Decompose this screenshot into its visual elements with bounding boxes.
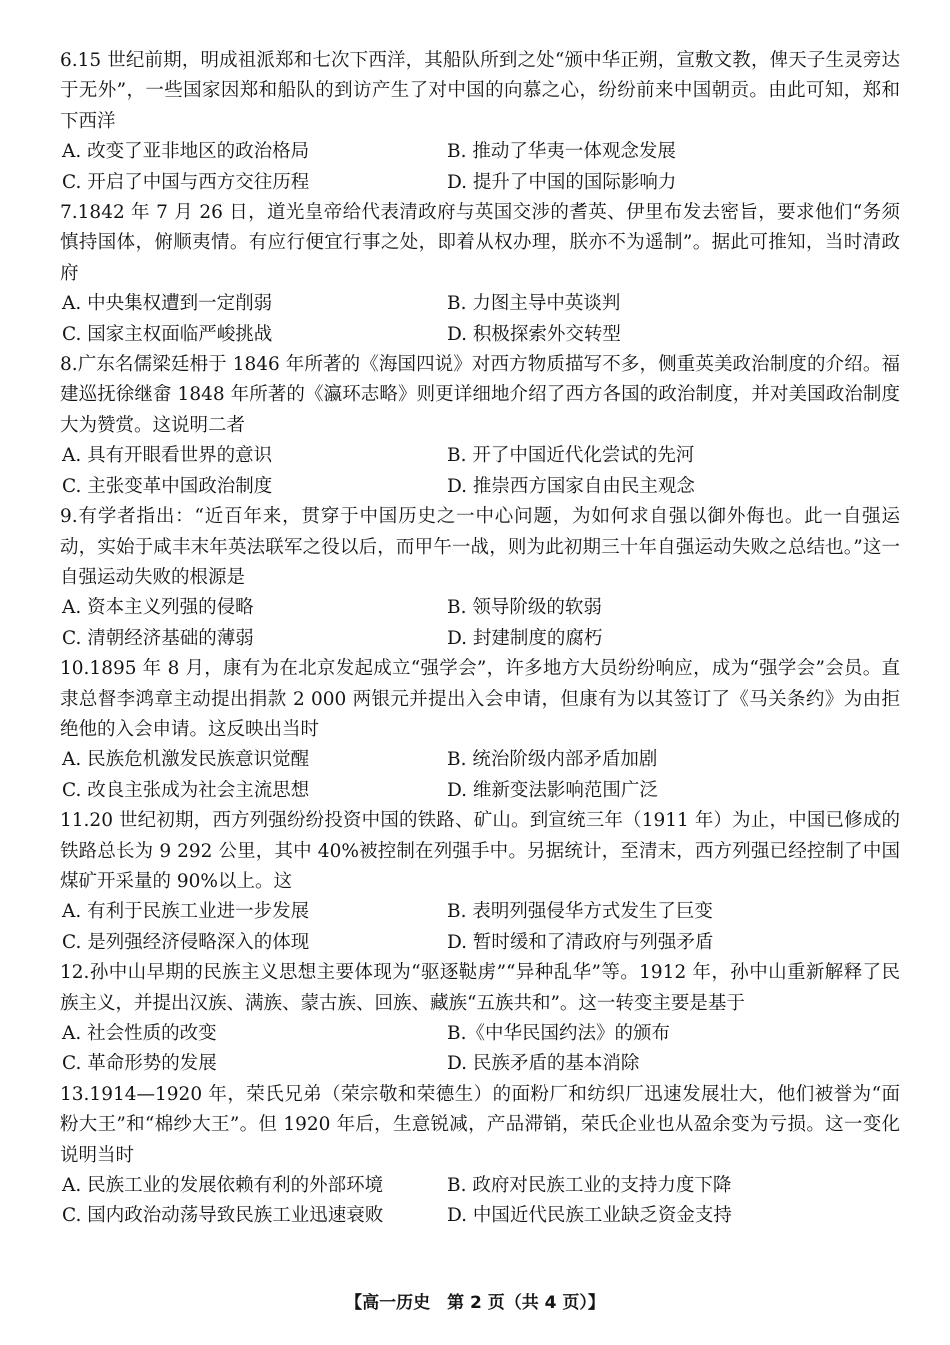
option-b: B. 统治阶级内部矛盾加剧 — [447, 749, 658, 771]
question-text: 1842 年 7 月 26 日，道光皇帝给代表清政府与英国交涉的耆英、伊里布发去密旨，要求他们“务须慎持国体，俯顺夷情。有应行便宜行事之处，即着从权办理，朕亦不为遥制”。据此可推知，当时清政府 — [60, 202, 900, 284]
option-c: C. 革命形势的发展 — [62, 1053, 217, 1075]
option-c: C. 国内政治动荡导致民族工业迅速衰败 — [62, 1205, 384, 1227]
option-c: C. 开启了中国与西方交往历程 — [62, 171, 310, 193]
option-a: A. 改变了亚非地区的政治格局 — [62, 141, 310, 163]
question-text: 有学者指出：“近百年来，贯穿于中国历史之一中心问题，为如何求自强以御外侮也。此一自强运动，实始于咸丰末年英法联军之役以后，而甲午一战，则为此初期三十年自强运动失败之总结也。”这一自强运动失败的根源是 — [60, 506, 900, 588]
question-number: 13. — [60, 1083, 90, 1105]
question-stem — [60, 958, 900, 1019]
option-a: A. 中央集权遭到一定削弱 — [62, 293, 273, 315]
option-c: C. 是列强经济侵略深入的体现 — [62, 931, 310, 953]
question-stem — [60, 350, 900, 441]
option-a: A. 资本主义列强的侵略 — [62, 597, 254, 619]
option-d: D. 提升了中国的国际影响力 — [447, 171, 677, 193]
option-list — [60, 593, 900, 654]
question-stem — [60, 46, 900, 137]
option-d: D. 民族矛盾的基本消除 — [447, 1053, 640, 1075]
option-a: A. 民族危机激发民族意识觉醒 — [62, 749, 310, 771]
option-b: B. 力图主导中英谈判 — [447, 293, 621, 315]
option-a: A. 社会性质的改变 — [62, 1023, 217, 1044]
question-11 — [60, 806, 900, 958]
option-a: A. 有利于民族工业进一步发展 — [62, 901, 310, 923]
option-list — [60, 441, 900, 502]
option-d: D. 暂时缓和了清政府与列强矛盾 — [447, 931, 714, 953]
option-c: C. 主张变革中国政治制度 — [62, 475, 273, 497]
option-list — [60, 137, 900, 198]
question-number: 6. — [60, 50, 78, 71]
question-stem — [60, 806, 900, 897]
question-text: 1895 年 8 月，康有为在北京发起成立“强学会”，许多地方大员纷纷响应，成为“强学会”会员。直隶总督李鸿章主动提出捐款 2 000 两银元并提出入会申请，但康有为以其签订了《马关条约》为由拒绝他的入会申请。这反映出当时 — [60, 658, 900, 740]
option-d: D. 积极探索外交转型 — [447, 323, 621, 345]
option-b: B. 领导阶级的软弱 — [447, 597, 602, 619]
question-stem — [60, 654, 900, 745]
option-c: C. 清朝经济基础的薄弱 — [62, 627, 254, 649]
option-list — [60, 1171, 900, 1232]
question-number: 7. — [60, 202, 78, 224]
question-text: 孙中山早期的民族主义思想主要体现为“驱逐鞑虏”“异种乱华”等。1912 年，孙中山重新解释了民族主义，并提出汉族、满族、蒙古族、回族、藏族“五族共和”。这一转变主要是基于 — [60, 962, 900, 1014]
question-13 — [60, 1080, 900, 1232]
question-number: 11. — [60, 810, 90, 832]
question-stem — [60, 198, 900, 289]
question-text: 20 世纪初期，西方列强纷纷投资中国的铁路、矿山。到宣统三年（1911 年）为止，中国已修成的铁路总长为 9 292 公里，其中 40%被控制在列强手中。另据统计，至清末，西方列强已经控制了中国煤矿开采量的 90%以上。这 — [60, 810, 900, 892]
option-list — [60, 745, 900, 806]
option-c: C. 改良主张成为社会主流思想 — [62, 779, 310, 801]
question-number: 9. — [60, 506, 78, 528]
option-list — [60, 1019, 900, 1080]
question-9 — [60, 502, 900, 654]
option-list — [60, 289, 900, 350]
option-b: B.《中华民国约法》的颁布 — [447, 1023, 670, 1044]
question-number: 10. — [60, 658, 90, 680]
option-c: C. 国家主权面临严峻挑战 — [62, 323, 273, 345]
question-stem — [60, 502, 900, 593]
question-stem — [60, 1080, 900, 1171]
exam-page — [60, 46, 900, 1232]
question-text: 广东名儒梁廷枏于 1846 年所著的《海国四说》对西方物质描写不多，侧重英美政治制度的介绍。福建巡抚徐继畲 1848 年所著的《瀛环志略》则更详细地介绍了西方各国的政治制度，并对美国政治制度大为赞赏。这说明二者 — [60, 354, 900, 436]
question-7 — [60, 198, 900, 350]
option-d: D. 封建制度的腐朽 — [447, 627, 603, 649]
question-8 — [60, 350, 900, 502]
option-d: D. 维新变法影响范围广泛 — [447, 779, 658, 801]
question-12 — [60, 958, 900, 1080]
option-a: A. 民族工业的发展依赖有利的外部环境 — [62, 1175, 384, 1197]
option-b: B. 表明列强侵华方式发生了巨变 — [447, 901, 713, 923]
question-number: 8. — [60, 354, 78, 376]
question-number: 12. — [60, 962, 90, 984]
option-b: B. 开了中国近代化尝试的先河 — [447, 445, 695, 467]
question-text: 15 世纪前期，明成祖派郑和七次下西洋，其船队所到之处“颁中华正朔，宣敷文教，俾天子生灵旁达于无外”，一些国家因郑和船队的到访产生了对中国的向慕之心，纷纷前来中国朝贡。由此可知，郑和下西洋 — [60, 50, 900, 132]
option-a: A. 具有开眼看世界的意识 — [62, 445, 273, 467]
question-text: 1914—1920 年，荣氏兄弟（荣宗敬和荣德生）的面粉厂和纺织厂迅速发展壮大，他们被誉为“面粉大王”和“棉纱大王”。但 1920 年后，生意锐减，产品滞销，荣氏企业也从盈余变为亏损。这一变化说明当时 — [60, 1083, 900, 1166]
page-footer: 【高一历史 第 2 页（共 4 页）】 — [345, 1293, 605, 1313]
option-b: B. 政府对民族工业的支持力度下降 — [447, 1175, 732, 1197]
question-6 — [60, 46, 900, 198]
option-b: B. 推动了华夷一体观念发展 — [447, 141, 676, 163]
option-list — [60, 897, 900, 958]
option-d: D. 中国近代民族工业缺乏资金支持 — [447, 1205, 732, 1227]
question-10 — [60, 654, 900, 806]
option-d: D. 推崇西方国家自由民主观念 — [447, 475, 695, 497]
